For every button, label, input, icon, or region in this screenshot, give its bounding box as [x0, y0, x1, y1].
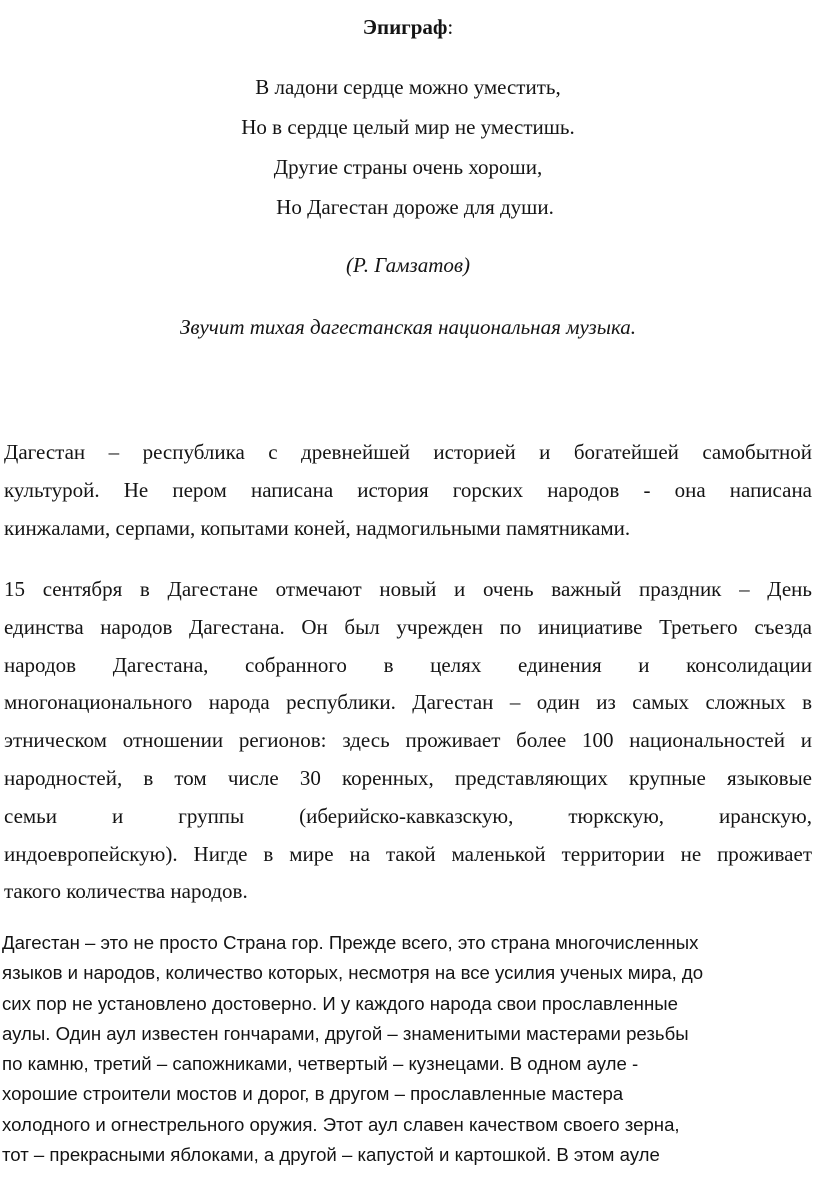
text-line: Дагестан – республика с древнейшей историей и богатейшей самобытной — [4, 440, 812, 464]
text-line: хорошие строители мостов и дорог, в другом – прославленные мастера — [2, 1083, 624, 1105]
epigraph-poem — [0, 72, 816, 232]
poem-line: В ладони сердце можно уместить, — [255, 75, 561, 99]
epigraph-heading — [0, 13, 816, 41]
text-line: многонационального народа республики. Дагестан – один из самых сложных в — [4, 690, 812, 715]
text-line: кинжалами, серпами, копытами коней, надмогильными памятниками. — [4, 515, 631, 540]
text-line: семьи и группы (иберийско-кавказскую, тюркскую, иранскую, — [4, 803, 812, 828]
text-line: единства народов Дагестана. Он был учрежден по инициативе Третьего съезда — [4, 614, 812, 639]
text-line: этническом отношении регионов: здесь проживает более 100 национальностей и — [4, 728, 812, 753]
poem-author: (Р. Гамзатов) — [345, 253, 470, 277]
paragraph-country-of-mountains — [2, 929, 810, 1171]
poem-line: Но Дагестан дороже для души. — [276, 195, 554, 219]
poem-line: Но в сердце целый мир не уместишь. — [241, 115, 575, 139]
stage-direction: Звучит тихая дагестанская национальная музыка. — [179, 315, 637, 339]
text-line: аулы. Один аул известен гончарами, другой – знаменитыми мастерами резьбы — [2, 1022, 689, 1044]
text-line: народностей, в том числе 30 коренных, представляющих крупные языковые — [4, 765, 812, 790]
text-line: народов Дагестана, собранного в целях единения и консолидации — [4, 652, 812, 677]
text-line: культурой. Не пером написана история горских народов - она написана — [4, 477, 812, 502]
text-line: такого количества народов. — [4, 879, 248, 904]
paragraph-intro — [4, 437, 812, 550]
text-line: 15 сентября в Дагестане отмечают новый и очень важный праздник – День — [4, 577, 812, 601]
poem-line: Другие страны очень хороши, — [273, 155, 543, 179]
text-line: Дагестан – это не просто Страна гор. Прежде всего, это страна многочисленных — [2, 932, 699, 953]
text-line: холодного и огнестрельного оружия. Этот аул славен качеством своего зерна, — [2, 1113, 680, 1135]
text-line: языков и народов, количество которых, несмотря на все усилия ученых мира, до — [2, 962, 704, 984]
text-line: по камню, третий – сапожниками, четвертый – кузнецами. В одном ауле - — [2, 1053, 639, 1074]
paragraph-unity-day — [4, 574, 812, 914]
text-line: индоевропейскую). Нигде в мире на такой маленькой территории не проживает — [4, 841, 812, 866]
text-line: тот – прекрасными яблоками, а другой – капустой и картошкой. В этом ауле — [2, 1143, 660, 1165]
text-line: сих пор не установлено достоверно. И у каждого народа свои прославленные — [2, 992, 678, 1014]
epigraph-colon: : — [447, 15, 454, 39]
epigraph-title: Эпиграф — [362, 15, 448, 39]
